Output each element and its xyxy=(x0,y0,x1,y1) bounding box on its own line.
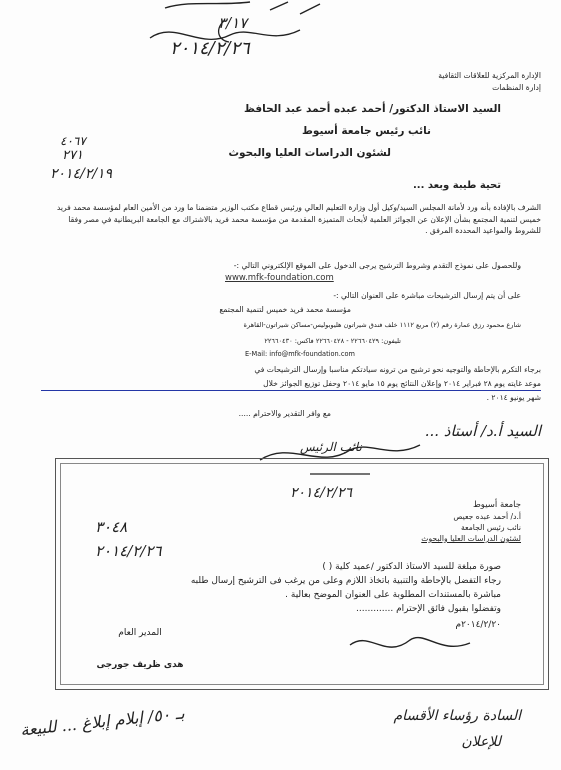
body-paragraph-4b: موعد غايته يوم ٢٨ فبراير ٢٠١٤ وإعلان النتائج يوم ١٥ مايو ٢٠١٤ وحفل توزيع الجوائز خلال xyxy=(41,378,541,391)
org-name: مؤسسة محمد فريد خميس لتنمية المجتمع xyxy=(219,305,351,314)
handwritten-date-left: ٢٠١٤/٢/١٩ xyxy=(50,166,113,182)
handwritten-num-1: ٤٠٦٧ xyxy=(60,134,86,148)
org-phone: تليفون: ٢٢٦٦٠٤٢٩ - ٢٢٦٦٠٤٢٨ فاكس: ٢٢٦٦٠٤٣٠ xyxy=(264,337,401,345)
body-paragraph-4c: شهر يونيو ٢٠١٤ . xyxy=(486,393,541,402)
handwritten-mid-line: نائب الرئيس xyxy=(300,440,362,454)
recipient-line-3: لشئون الدراسات العليا والبحوث xyxy=(228,147,391,159)
handwritten-bottom-right-1: السادة رؤساء الأقسام xyxy=(393,708,521,724)
handwritten-top-scribble xyxy=(0,0,561,70)
handwritten-date-top: ٢٠١٤/٢/٢٦ xyxy=(170,38,250,59)
stamp-block xyxy=(381,500,521,544)
closing: مع وافر التقدير والاحترام ..... xyxy=(238,409,331,418)
director-name: هدى ظريف جورجى xyxy=(96,660,184,670)
handwritten-code: ٣/١٧ xyxy=(218,14,248,32)
header-line-1: الإدارة المركزية للعلاقات الثقافية xyxy=(438,71,541,80)
stamp-line-2: رجاء التفضل بالإحاطة والتنبية باتخاذ اللازم وعلى من يرغب فى الترشيح إرسال طلبه xyxy=(190,576,501,586)
stamp-dept: لشئون الدراسات العليا والبحوث xyxy=(421,534,521,543)
greeting: تحية طيبة وبعد ... xyxy=(413,180,501,191)
body-paragraph-4a: برجاء التكرم بالإحاطة والتوجيه نحو ترشيح من ترونه سيادتكم مناسبا وإرسال الترشيحات في xyxy=(254,365,541,374)
stamp-name: أ.د/ أحمد عبده جعيص xyxy=(453,512,521,521)
handwritten-num-2: ٢٧١ xyxy=(62,148,83,163)
body-paragraph-1: الشرف بالإفادة بأنه ورد لأمانة المجلس السيد/وكيل أول وزارة التعليم العالي ورئيس قطاع مكتب الوزير متضمنا ما ورد من الأمين العام لمؤسسة محمد فريد خميس لتنمية المجتمع بشأن الإعلان عن الجوائز العلمية لأبحاث المتميزة المقدمة من مؤسسة محمد فريد بالاشتراك مع الجامعة البريطانية في مصر وفقا للشروط والمواعيد المحددة المرفق . xyxy=(56,203,541,235)
director-title: المدير العام xyxy=(118,628,162,638)
body-paragraph-3: على أن يتم إرسال الترشيحات مباشرة على العنوان التالي :- xyxy=(333,291,521,300)
recipient-block xyxy=(81,98,501,164)
body-paragraph-2: وللحصول على نموذج التقدم وشروط الترشيح يرجى الدخول على الموقع الإلكتروني التالي :- xyxy=(233,261,521,270)
handwritten-sayed: السيد أ.د/ أستاذ ... xyxy=(424,422,541,440)
org-email: E-Mail: info@mfk-foundation.com xyxy=(245,350,355,358)
handwritten-bottom-right-2: للإعلان xyxy=(461,734,501,750)
stamp-hand-date-left: ٢٠١٤/٢/٢٦ xyxy=(95,542,162,560)
website-link[interactable]: www.mfk-foundation.com xyxy=(225,273,334,283)
stamp-line-3: مباشرة بالمستندات المطلوبة على العنوان الموضح بعالية . xyxy=(285,590,501,600)
stamp-line-4: وتفضلوا بقبول فائق الإحترام ............. xyxy=(356,604,501,614)
recipient-line-2: نائب رئيس جامعة أسيوط xyxy=(301,125,431,137)
stamp-signature xyxy=(330,625,530,675)
stamp-date: ٢٠١٤/٢/٢٠م xyxy=(455,620,501,630)
handwritten-bottom-left: بـ ٥٠/ إبلام إبلاغ ... للبيعة xyxy=(19,703,186,740)
stamp-uni: جامعة أسيوط xyxy=(472,500,521,510)
stamp-hand-date: ٢٠١٤/٢/٢٦ xyxy=(290,485,353,501)
header-line-2: إدارة المنظمات xyxy=(492,82,541,92)
header-org xyxy=(381,70,541,93)
stamp-line-1: صورة مبلغة للسيد الاستاذ الدكتور /عميد كلية ( ) xyxy=(322,562,501,572)
stamp-hand-num: ٣٠٤٨ xyxy=(95,518,128,536)
recipient-line-1: السيد الاستاذ الدكتور/ أحمد عبده أحمد عبد الحافظ xyxy=(244,103,501,115)
org-address: شارع محمود رزق عمارة رقم (٢) مربع ١١١٢ خلف فندق شيراتون هليوبوليس-مساكن شيراتون-القاهرة xyxy=(243,321,521,329)
stamp-title: نائب رئيس الجامعة xyxy=(460,523,521,532)
